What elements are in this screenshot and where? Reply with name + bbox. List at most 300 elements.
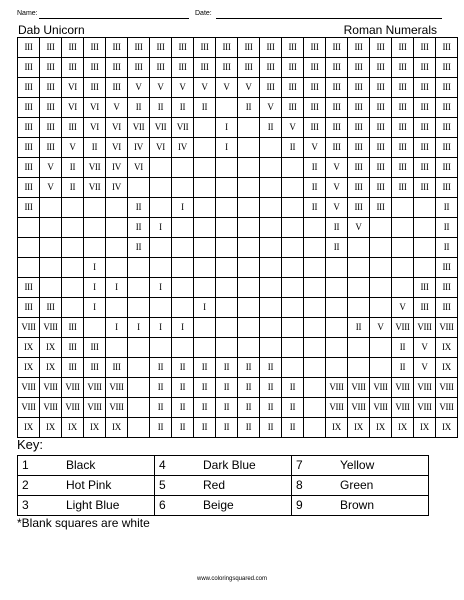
grid-cell[interactable] (238, 198, 260, 218)
grid-cell[interactable]: III (436, 278, 458, 298)
grid-cell[interactable]: III (326, 138, 348, 158)
grid-cell[interactable]: II (62, 158, 84, 178)
grid-cell[interactable] (260, 138, 282, 158)
grid-cell[interactable]: III (18, 298, 40, 318)
grid-cell[interactable]: I (172, 198, 194, 218)
grid-cell[interactable]: III (414, 118, 436, 138)
grid-cell[interactable]: II (62, 178, 84, 198)
grid-cell[interactable]: II (326, 238, 348, 258)
grid-cell[interactable]: II (128, 198, 150, 218)
grid-cell[interactable] (392, 238, 414, 258)
grid-cell[interactable] (260, 198, 282, 218)
grid-cell[interactable]: III (392, 78, 414, 98)
grid-cell[interactable] (194, 238, 216, 258)
grid-cell[interactable]: VIII (106, 398, 128, 418)
grid-cell[interactable] (282, 178, 304, 198)
grid-cell[interactable]: III (18, 98, 40, 118)
grid-cell[interactable] (238, 278, 260, 298)
grid-cell[interactable]: III (348, 38, 370, 58)
grid-cell[interactable]: II (216, 418, 238, 438)
grid-cell[interactable] (282, 318, 304, 338)
grid-cell[interactable]: II (216, 378, 238, 398)
grid-cell[interactable]: II (150, 378, 172, 398)
grid-cell[interactable] (216, 258, 238, 278)
grid-cell[interactable] (128, 358, 150, 378)
grid-cell[interactable]: VIII (18, 398, 40, 418)
grid-cell[interactable]: V (106, 98, 128, 118)
grid-cell[interactable] (194, 258, 216, 278)
grid-cell[interactable] (194, 338, 216, 358)
grid-cell[interactable]: III (348, 138, 370, 158)
grid-cell[interactable]: III (106, 38, 128, 58)
grid-cell[interactable] (282, 218, 304, 238)
grid-cell[interactable]: III (348, 58, 370, 78)
grid-cell[interactable]: III (282, 78, 304, 98)
grid-cell[interactable] (348, 238, 370, 258)
grid-cell[interactable]: III (62, 58, 84, 78)
grid-cell[interactable] (326, 338, 348, 358)
grid-cell[interactable]: II (260, 418, 282, 438)
grid-cell[interactable]: IX (106, 418, 128, 438)
grid-cell[interactable]: IX (18, 358, 40, 378)
grid-cell[interactable]: II (84, 138, 106, 158)
grid-cell[interactable] (150, 178, 172, 198)
grid-cell[interactable]: III (260, 78, 282, 98)
grid-cell[interactable] (150, 158, 172, 178)
grid-cell[interactable]: V (172, 78, 194, 98)
grid-cell[interactable]: III (304, 58, 326, 78)
grid-cell[interactable] (216, 318, 238, 338)
grid-cell[interactable]: V (348, 218, 370, 238)
grid-cell[interactable]: VIII (392, 318, 414, 338)
grid-cell[interactable] (304, 238, 326, 258)
grid-cell[interactable]: III (348, 198, 370, 218)
grid-cell[interactable]: I (216, 138, 238, 158)
grid-cell[interactable] (194, 118, 216, 138)
grid-cell[interactable] (414, 218, 436, 238)
grid-cell[interactable]: III (238, 38, 260, 58)
grid-cell[interactable] (260, 238, 282, 258)
grid-cell[interactable]: III (326, 58, 348, 78)
grid-cell[interactable]: V (40, 178, 62, 198)
grid-cell[interactable] (150, 338, 172, 358)
grid-cell[interactable] (172, 258, 194, 278)
grid-cell[interactable]: IX (62, 418, 84, 438)
grid-cell[interactable]: IV (172, 138, 194, 158)
grid-cell[interactable]: II (172, 418, 194, 438)
grid-cell[interactable]: II (216, 358, 238, 378)
grid-cell[interactable]: IV (106, 178, 128, 198)
grid-cell[interactable]: III (84, 58, 106, 78)
grid-cell[interactable]: III (414, 98, 436, 118)
grid-cell[interactable] (282, 298, 304, 318)
grid-cell[interactable]: VIII (84, 378, 106, 398)
grid-cell[interactable] (128, 338, 150, 358)
grid-cell[interactable]: II (172, 398, 194, 418)
grid-cell[interactable]: V (282, 118, 304, 138)
grid-cell[interactable]: III (106, 358, 128, 378)
grid-cell[interactable]: II (392, 358, 414, 378)
grid-cell[interactable]: IX (326, 418, 348, 438)
grid-cell[interactable]: I (150, 318, 172, 338)
grid-cell[interactable]: VIII (326, 398, 348, 418)
grid-cell[interactable] (260, 318, 282, 338)
grid-cell[interactable] (304, 218, 326, 238)
grid-cell[interactable] (172, 338, 194, 358)
grid-cell[interactable]: VIII (370, 398, 392, 418)
grid-cell[interactable] (172, 158, 194, 178)
grid-cell[interactable] (216, 98, 238, 118)
grid-cell[interactable]: III (172, 38, 194, 58)
grid-cell[interactable] (238, 138, 260, 158)
grid-cell[interactable] (172, 238, 194, 258)
grid-cell[interactable]: III (436, 158, 458, 178)
grid-cell[interactable]: III (304, 38, 326, 58)
grid-cell[interactable]: VII (150, 118, 172, 138)
grid-cell[interactable]: II (128, 218, 150, 238)
grid-cell[interactable] (348, 338, 370, 358)
grid-cell[interactable]: II (436, 198, 458, 218)
grid-cell[interactable] (304, 378, 326, 398)
grid-cell[interactable]: III (436, 298, 458, 318)
grid-cell[interactable]: III (84, 38, 106, 58)
grid-cell[interactable] (260, 278, 282, 298)
grid-cell[interactable] (238, 218, 260, 238)
grid-cell[interactable] (370, 258, 392, 278)
grid-cell[interactable] (18, 238, 40, 258)
grid-cell[interactable]: III (436, 178, 458, 198)
grid-cell[interactable] (370, 298, 392, 318)
grid-cell[interactable]: VIII (392, 398, 414, 418)
grid-cell[interactable] (282, 238, 304, 258)
grid-cell[interactable]: VIII (40, 318, 62, 338)
grid-cell[interactable]: II (238, 398, 260, 418)
grid-cell[interactable]: V (414, 338, 436, 358)
grid-cell[interactable] (238, 158, 260, 178)
grid-cell[interactable]: II (282, 138, 304, 158)
grid-cell[interactable] (194, 318, 216, 338)
grid-cell[interactable] (84, 318, 106, 338)
grid-cell[interactable]: III (18, 278, 40, 298)
grid-cell[interactable] (348, 298, 370, 318)
grid-cell[interactable]: III (392, 178, 414, 198)
grid-cell[interactable]: II (238, 98, 260, 118)
grid-cell[interactable]: VIII (62, 378, 84, 398)
grid-cell[interactable]: IX (40, 418, 62, 438)
grid-cell[interactable]: III (326, 38, 348, 58)
grid-cell[interactable] (172, 178, 194, 198)
grid-cell[interactable]: III (40, 98, 62, 118)
grid-cell[interactable] (304, 278, 326, 298)
grid-cell[interactable]: V (216, 78, 238, 98)
grid-cell[interactable]: I (216, 118, 238, 138)
grid-cell[interactable] (260, 178, 282, 198)
grid-cell[interactable] (18, 258, 40, 278)
grid-cell[interactable]: II (128, 238, 150, 258)
grid-cell[interactable]: III (414, 78, 436, 98)
grid-cell[interactable] (282, 278, 304, 298)
grid-cell[interactable] (84, 238, 106, 258)
grid-cell[interactable]: II (436, 238, 458, 258)
grid-cell[interactable] (238, 118, 260, 138)
grid-cell[interactable]: III (260, 58, 282, 78)
grid-cell[interactable] (194, 138, 216, 158)
grid-cell[interactable] (238, 318, 260, 338)
grid-cell[interactable] (304, 418, 326, 438)
grid-cell[interactable]: VIII (84, 398, 106, 418)
grid-cell[interactable]: V (326, 178, 348, 198)
grid-cell[interactable] (84, 198, 106, 218)
grid-cell[interactable]: I (150, 278, 172, 298)
grid-cell[interactable]: VII (84, 158, 106, 178)
grid-cell[interactable]: II (326, 218, 348, 238)
grid-cell[interactable]: VIII (40, 398, 62, 418)
grid-cell[interactable]: V (392, 298, 414, 318)
grid-cell[interactable]: VI (62, 98, 84, 118)
grid-cell[interactable] (414, 198, 436, 218)
grid-cell[interactable] (84, 218, 106, 238)
grid-cell[interactable]: III (414, 38, 436, 58)
grid-cell[interactable]: I (194, 298, 216, 318)
grid-cell[interactable]: II (260, 378, 282, 398)
grid-cell[interactable] (128, 258, 150, 278)
grid-cell[interactable]: III (392, 158, 414, 178)
grid-cell[interactable] (128, 398, 150, 418)
grid-cell[interactable]: II (392, 338, 414, 358)
grid-cell[interactable]: III (414, 278, 436, 298)
grid-cell[interactable] (194, 278, 216, 298)
grid-cell[interactable] (106, 298, 128, 318)
grid-cell[interactable]: III (18, 78, 40, 98)
grid-cell[interactable]: V (128, 78, 150, 98)
grid-cell[interactable] (370, 338, 392, 358)
grid-cell[interactable]: V (304, 138, 326, 158)
grid-cell[interactable]: III (370, 38, 392, 58)
grid-cell[interactable] (282, 158, 304, 178)
grid-cell[interactable]: III (414, 298, 436, 318)
grid-cell[interactable] (216, 218, 238, 238)
grid-cell[interactable]: III (128, 58, 150, 78)
grid-cell[interactable] (62, 238, 84, 258)
grid-cell[interactable]: II (238, 378, 260, 398)
grid-cell[interactable]: III (304, 78, 326, 98)
grid-cell[interactable]: III (414, 178, 436, 198)
grid-cell[interactable]: II (238, 418, 260, 438)
grid-cell[interactable] (128, 418, 150, 438)
grid-cell[interactable]: III (150, 58, 172, 78)
grid-cell[interactable] (238, 178, 260, 198)
grid-cell[interactable] (150, 238, 172, 258)
grid-cell[interactable] (304, 398, 326, 418)
grid-cell[interactable]: VIII (414, 318, 436, 338)
grid-cell[interactable]: III (370, 58, 392, 78)
grid-cell[interactable] (238, 238, 260, 258)
grid-cell[interactable]: II (304, 158, 326, 178)
grid-cell[interactable]: VIII (436, 378, 458, 398)
grid-cell[interactable]: III (304, 118, 326, 138)
grid-cell[interactable]: VIII (18, 378, 40, 398)
grid-cell[interactable]: II (150, 418, 172, 438)
grid-cell[interactable]: II (194, 398, 216, 418)
grid-cell[interactable]: IX (392, 418, 414, 438)
grid-cell[interactable] (40, 278, 62, 298)
grid-cell[interactable]: V (370, 318, 392, 338)
grid-cell[interactable] (348, 358, 370, 378)
grid-cell[interactable] (128, 178, 150, 198)
grid-cell[interactable]: IX (40, 358, 62, 378)
grid-cell[interactable]: II (172, 98, 194, 118)
grid-cell[interactable]: VI (106, 138, 128, 158)
grid-cell[interactable]: III (238, 58, 260, 78)
grid-cell[interactable] (40, 258, 62, 278)
grid-cell[interactable] (216, 278, 238, 298)
grid-cell[interactable] (216, 158, 238, 178)
grid-cell[interactable]: IX (370, 418, 392, 438)
grid-cell[interactable]: III (436, 98, 458, 118)
grid-cell[interactable] (260, 258, 282, 278)
grid-cell[interactable]: III (18, 118, 40, 138)
grid-cell[interactable]: III (62, 118, 84, 138)
grid-cell[interactable]: III (436, 138, 458, 158)
grid-cell[interactable] (238, 338, 260, 358)
grid-cell[interactable] (150, 298, 172, 318)
grid-cell[interactable] (260, 218, 282, 238)
grid-cell[interactable]: III (414, 158, 436, 178)
grid-cell[interactable]: III (84, 358, 106, 378)
grid-cell[interactable] (414, 258, 436, 278)
grid-cell[interactable]: III (18, 158, 40, 178)
grid-cell[interactable]: II (150, 98, 172, 118)
grid-cell[interactable]: III (282, 38, 304, 58)
grid-cell[interactable] (106, 238, 128, 258)
grid-cell[interactable]: III (150, 38, 172, 58)
grid-cell[interactable] (348, 258, 370, 278)
grid-cell[interactable] (348, 278, 370, 298)
grid-cell[interactable]: III (436, 118, 458, 138)
grid-cell[interactable]: II (282, 398, 304, 418)
grid-cell[interactable]: I (84, 278, 106, 298)
grid-cell[interactable]: I (150, 218, 172, 238)
grid-cell[interactable] (392, 258, 414, 278)
grid-cell[interactable]: III (62, 38, 84, 58)
grid-cell[interactable]: III (172, 58, 194, 78)
grid-cell[interactable]: VI (84, 98, 106, 118)
grid-cell[interactable]: VI (150, 138, 172, 158)
grid-cell[interactable]: III (304, 98, 326, 118)
grid-cell[interactable]: II (304, 178, 326, 198)
grid-cell[interactable]: III (392, 58, 414, 78)
grid-cell[interactable]: V (260, 98, 282, 118)
grid-cell[interactable]: IX (436, 338, 458, 358)
grid-cell[interactable]: III (18, 198, 40, 218)
grid-cell[interactable]: I (128, 318, 150, 338)
grid-cell[interactable]: II (304, 198, 326, 218)
grid-cell[interactable] (172, 298, 194, 318)
grid-cell[interactable]: III (326, 98, 348, 118)
grid-cell[interactable]: III (370, 118, 392, 138)
grid-cell[interactable]: III (40, 78, 62, 98)
grid-cell[interactable]: VIII (40, 378, 62, 398)
grid-cell[interactable] (260, 158, 282, 178)
grid-cell[interactable]: V (40, 158, 62, 178)
grid-cell[interactable]: III (84, 338, 106, 358)
grid-cell[interactable]: IX (18, 418, 40, 438)
grid-cell[interactable]: V (194, 78, 216, 98)
grid-cell[interactable]: III (40, 298, 62, 318)
grid-cell[interactable]: III (282, 98, 304, 118)
grid-cell[interactable] (40, 218, 62, 238)
grid-cell[interactable]: III (436, 38, 458, 58)
grid-cell[interactable]: IX (18, 338, 40, 358)
grid-cell[interactable] (304, 358, 326, 378)
grid-cell[interactable] (282, 358, 304, 378)
grid-cell[interactable]: II (172, 358, 194, 378)
grid-cell[interactable] (62, 218, 84, 238)
grid-cell[interactable] (282, 258, 304, 278)
grid-cell[interactable]: IX (348, 418, 370, 438)
grid-cell[interactable]: III (348, 158, 370, 178)
grid-cell[interactable]: VIII (18, 318, 40, 338)
grid-cell[interactable] (194, 218, 216, 238)
grid-cell[interactable] (194, 158, 216, 178)
grid-cell[interactable]: VI (106, 118, 128, 138)
grid-cell[interactable]: VIII (106, 378, 128, 398)
grid-cell[interactable]: II (260, 358, 282, 378)
grid-cell[interactable]: III (40, 38, 62, 58)
grid-cell[interactable] (40, 198, 62, 218)
grid-cell[interactable]: VII (84, 178, 106, 198)
grid-cell[interactable]: III (128, 38, 150, 58)
grid-cell[interactable]: VIII (436, 398, 458, 418)
grid-cell[interactable] (326, 298, 348, 318)
grid-cell[interactable] (392, 218, 414, 238)
grid-cell[interactable]: III (414, 138, 436, 158)
grid-cell[interactable]: V (238, 78, 260, 98)
grid-cell[interactable]: II (128, 98, 150, 118)
grid-cell[interactable]: III (62, 358, 84, 378)
grid-cell[interactable]: I (84, 298, 106, 318)
grid-cell[interactable]: V (326, 158, 348, 178)
grid-cell[interactable]: I (84, 258, 106, 278)
grid-cell[interactable] (392, 198, 414, 218)
grid-cell[interactable]: I (106, 278, 128, 298)
grid-cell[interactable]: III (414, 58, 436, 78)
grid-cell[interactable]: III (62, 338, 84, 358)
grid-cell[interactable]: V (326, 198, 348, 218)
grid-cell[interactable]: V (414, 358, 436, 378)
grid-cell[interactable] (304, 318, 326, 338)
grid-cell[interactable] (128, 378, 150, 398)
grid-cell[interactable] (106, 218, 128, 238)
grid-cell[interactable]: V (62, 138, 84, 158)
grid-cell[interactable] (304, 298, 326, 318)
grid-cell[interactable] (260, 338, 282, 358)
grid-cell[interactable]: VIII (436, 318, 458, 338)
grid-cell[interactable]: VIII (414, 398, 436, 418)
grid-cell[interactable]: III (40, 58, 62, 78)
grid-cell[interactable] (370, 358, 392, 378)
grid-cell[interactable]: V (150, 78, 172, 98)
grid-cell[interactable]: III (18, 58, 40, 78)
grid-cell[interactable]: IX (436, 418, 458, 438)
grid-cell[interactable]: II (282, 378, 304, 398)
grid-cell[interactable] (128, 278, 150, 298)
grid-cell[interactable]: III (40, 118, 62, 138)
grid-cell[interactable] (106, 338, 128, 358)
grid-cell[interactable]: IX (40, 338, 62, 358)
grid-cell[interactable]: II (150, 398, 172, 418)
grid-cell[interactable] (304, 258, 326, 278)
